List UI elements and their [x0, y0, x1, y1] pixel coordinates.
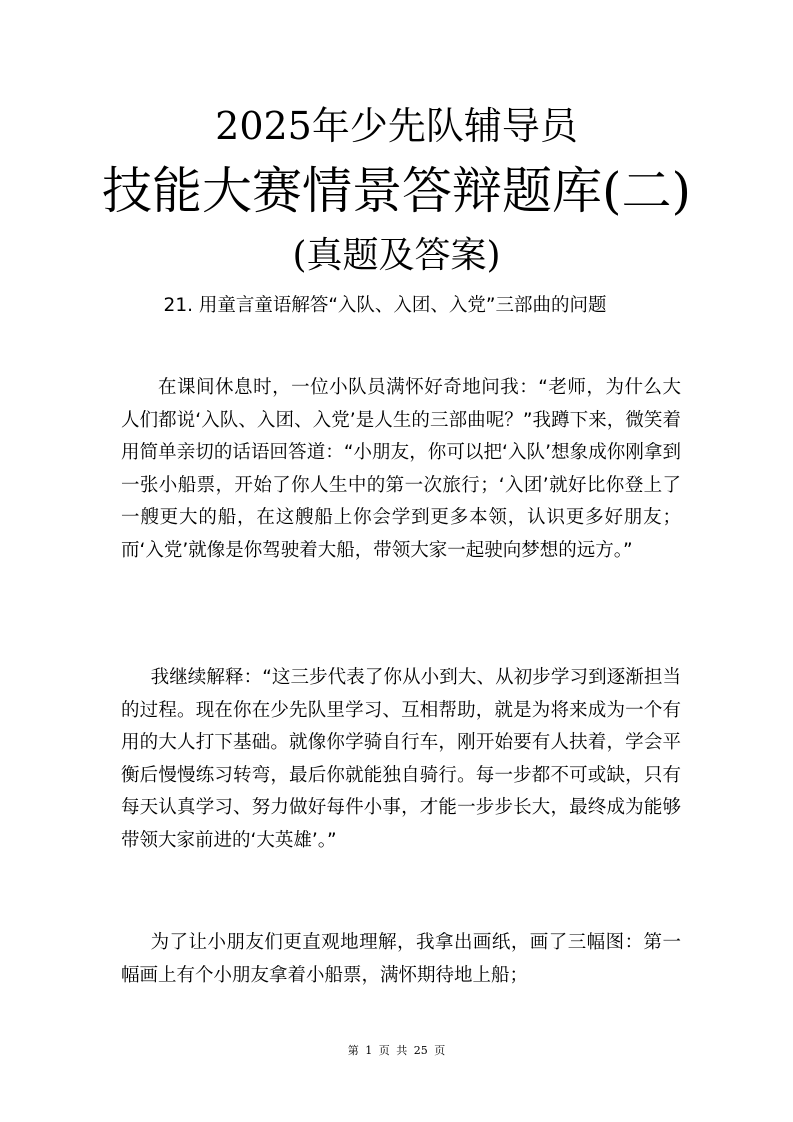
- paragraph: 在课间休息时，一位小队员满怀好奇地问我：“老师，为什么大人们都说‘入队、入团、入党’是人生的三部曲呢？”我蹲下来，微笑着用简单亲切的话语回答道：“小朋友，你可以把‘入队’想象成你刚拿到一张小船票，开始了你人生中的第一次旅行；‘入团’就好比你登上了一艘更大的船，在这艘船上你会学到更多本领，认识更多好朋友；而‘入党’就像是你驾驶着大船，带领大家一起驶向梦想的远方。”: [121, 377, 681, 561]
- paragraph-block-3: [121, 927, 681, 992]
- paragraph: 为了让小朋友们更直观地理解，我拿出画纸，画了三幅图：第一幅画上有个小朋友拿着小船票，满怀期待地上船；: [121, 932, 681, 986]
- question-heading-block: [121, 290, 681, 323]
- paragraph: 我继续解释：“这三步代表了你从小到大、从初步学习到逐渐担当的过程。现在你在少先队里学习、互相帮助，就是为将来成为一个有用的大人打下基础。就像你学骑自行车，刚开始要有人扶着，学会平衡后慢慢练习转弯，最后你就能独自骑行。每一步都不可或缺，只有每天认真学习、努力做好每件小事，才能一步步长大，最终成为能够带领大家前进的‘大英雄’。”: [121, 667, 681, 851]
- title-line-3: (真题及答案): [292, 235, 501, 276]
- question-heading: 21. 用童言童语解答“入队、入团、入党”三部曲的问题: [163, 295, 607, 316]
- page-number-footer: 第 1 页 共 25 页: [347, 1044, 446, 1057]
- title-line-1: 2025年少先队辅导员: [215, 104, 578, 148]
- paragraph-block-2: [121, 662, 681, 857]
- paragraph-block-1: [121, 372, 681, 567]
- title-line-2: 技能大赛情景答辩题库(二): [101, 162, 691, 220]
